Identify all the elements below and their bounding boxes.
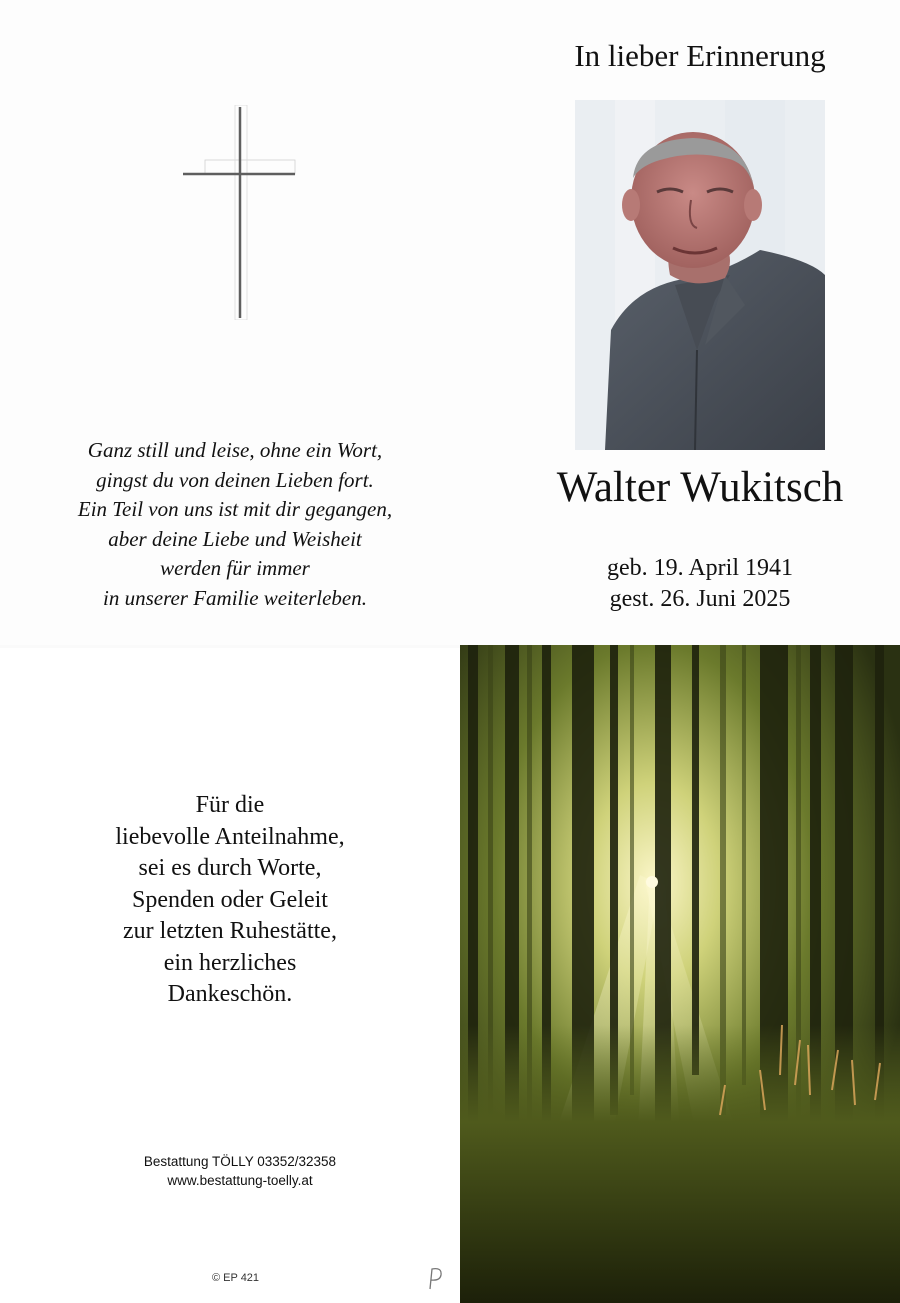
thanks-line: sei es durch Worte, bbox=[138, 855, 322, 881]
verse-line: gingst du von deinen Lieben fort. bbox=[96, 467, 374, 492]
sunlit-forest-illustration bbox=[460, 645, 900, 1303]
undertaker-website: www.bestattung-toelly.at bbox=[167, 1172, 313, 1188]
thanks-line: liebevolle Anteilnahme, bbox=[115, 823, 345, 850]
memorial-verse bbox=[40, 436, 430, 613]
undertaker-name-phone: Bestattung TÖLLY 03352/32358 bbox=[143, 1154, 337, 1169]
life-dates bbox=[540, 553, 860, 615]
birth-date: geb. 19. April 1941 bbox=[607, 555, 793, 581]
verse-line: aber deine Liebe und Weisheit bbox=[108, 526, 362, 551]
verse-line: werden für immer bbox=[160, 556, 310, 580]
copyright-note: © EP 421 bbox=[212, 1272, 260, 1284]
undertaker-info bbox=[90, 1153, 390, 1190]
printer-mark-icon bbox=[424, 1265, 446, 1291]
verse-line: Ein Teil von uns ist mit dir gegangen, bbox=[77, 497, 393, 521]
thanks-line: zur letzten Ruhestätte, bbox=[123, 918, 337, 944]
portrait-photo bbox=[575, 100, 825, 450]
verse-line: Ganz still und leise, ohne ein Wort, bbox=[87, 438, 383, 462]
thank-you-message bbox=[60, 790, 400, 1011]
verse-line: in unserer Familie weiterleben. bbox=[103, 585, 367, 610]
cross-icon bbox=[183, 105, 298, 320]
thanks-line: Für die bbox=[195, 792, 265, 818]
page-title: In lieber Erinnerung bbox=[574, 38, 826, 73]
death-date: gest. 26. Juni 2025 bbox=[609, 586, 791, 612]
portrait-illustration bbox=[575, 100, 825, 450]
deceased-name: Walter Wukitsch bbox=[556, 464, 844, 511]
thanks-line: ein herzliches bbox=[163, 949, 297, 976]
forest-image bbox=[460, 645, 900, 1303]
thanks-line: Dankeschön. bbox=[167, 981, 293, 1007]
memorial-card-front bbox=[0, 0, 900, 645]
thanks-line: Spenden oder Geleit bbox=[132, 886, 328, 913]
